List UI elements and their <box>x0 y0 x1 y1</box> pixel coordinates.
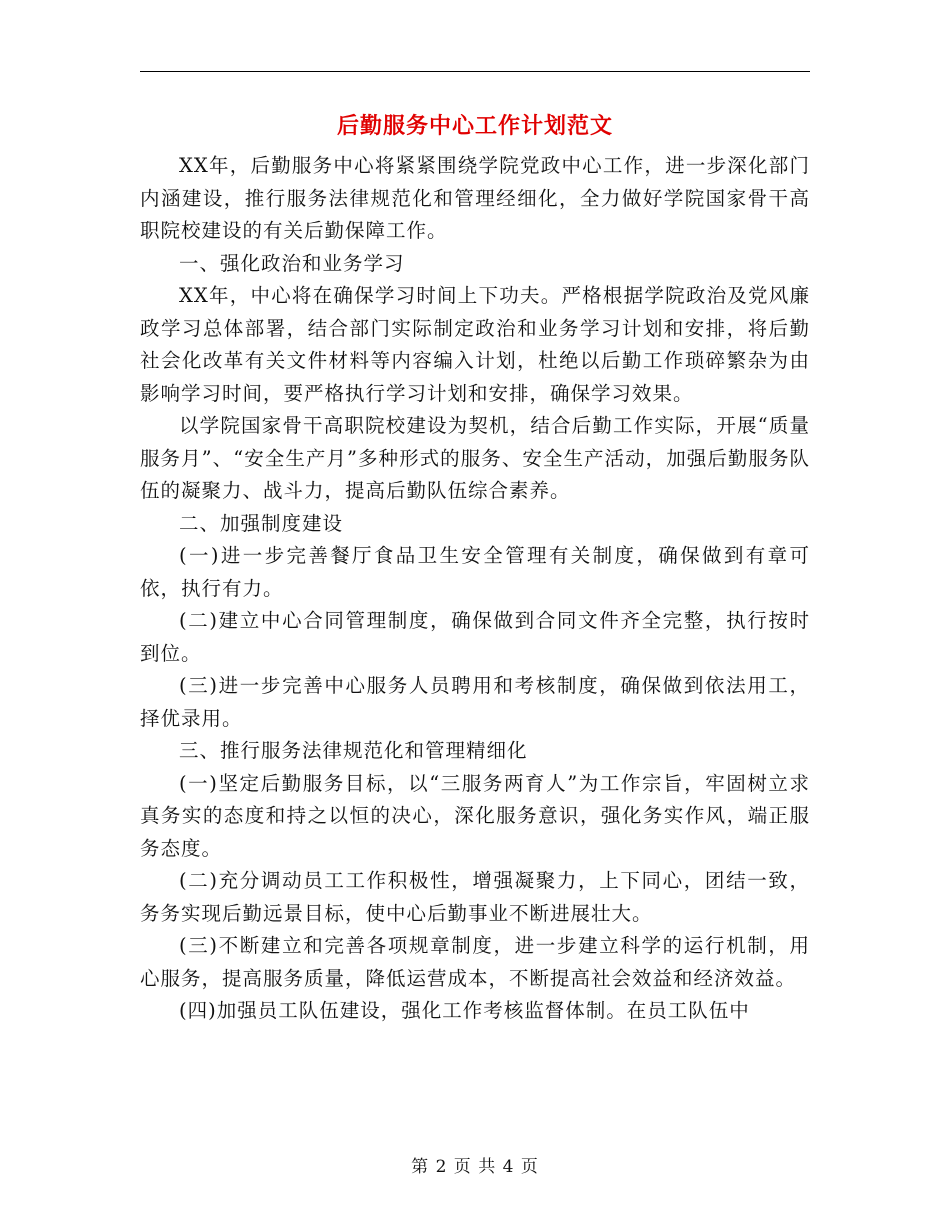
section-heading-1: 一、强化政治和业务学习 <box>179 251 405 275</box>
paragraph-system-3: (三)进一步完善中心服务人员聘用和考核制度，确保做到依法用工，择优录用。 <box>140 674 810 730</box>
paragraph-intro: XX年，后勤服务中心将紧紧围绕学院党政中心工作，进一步深化部门内涵建设，推行服务法律规范化和管理经细化，全力做好学院国家骨干高职院校建设的有关后勤保障工作。 <box>140 154 810 242</box>
paragraph-system-1: (一)进一步完善餐厅食品卫生安全管理有关制度，确保做到有章可依，执行有力。 <box>140 544 810 600</box>
paragraph-service-3: (三)不断建立和完善各项规章制度，进一步建立科学的运行机制，用心服务，提高服务质量，降低运营成本，不断提高社会效益和经济效益。 <box>140 934 810 990</box>
paragraph-service-1: (一)坚定后勤服务目标，以“三服务两育人”为工作宗旨，牢固树立求真务实的态度和持之以恒的决心，深化服务意识，强化务实作风，端正服务态度。 <box>140 771 810 860</box>
section-heading-2: 二、加强制度建设 <box>179 511 344 535</box>
document-title: 后勤服务中心工作计划范文 <box>336 113 613 139</box>
page-number: 第 2 页 共 4 页 <box>411 1157 539 1177</box>
paragraph-system-2: (二)建立中心合同管理制度，确保做到合同文件齐全完整，执行按时到位。 <box>140 609 810 665</box>
paragraph-study: XX年，中心将在确保学习时间上下功夫。严格根据学院政治及党风廉政学习总体部署，结合部门实际制定政治和业务学习计划和安排，将后勤社会化改革有关文件材料等内容编入计划，杜绝以后勤工作琐碎繁杂为由影响学习时间，要严格执行学习计划和安排，确保学习效果。 <box>140 284 810 405</box>
header-rule <box>140 71 810 72</box>
paragraph-service-2: (二)充分调动员工工作积极性，增强凝聚力，上下同心，团结一致，务务实现后勤远景目标，使中心后勤事业不断进展壮大。 <box>140 869 810 925</box>
paragraph-activities: 以学院国家骨干高职院校建设为契机，结合后勤工作实际，开展“质量服务月”、“安全生产月”多种形式的服务、安全生产活动，加强后勤服务队伍的凝聚力、战斗力，提高后勤队伍综合素养。 <box>140 414 810 502</box>
section-heading-3: 三、推行服务法律规范化和管理精细化 <box>179 739 528 762</box>
paragraph-service-4: (四)加强员工队伍建设，强化工作考核监督体制。在员工队伍中 <box>179 999 750 1022</box>
document-body <box>140 150 810 1028</box>
